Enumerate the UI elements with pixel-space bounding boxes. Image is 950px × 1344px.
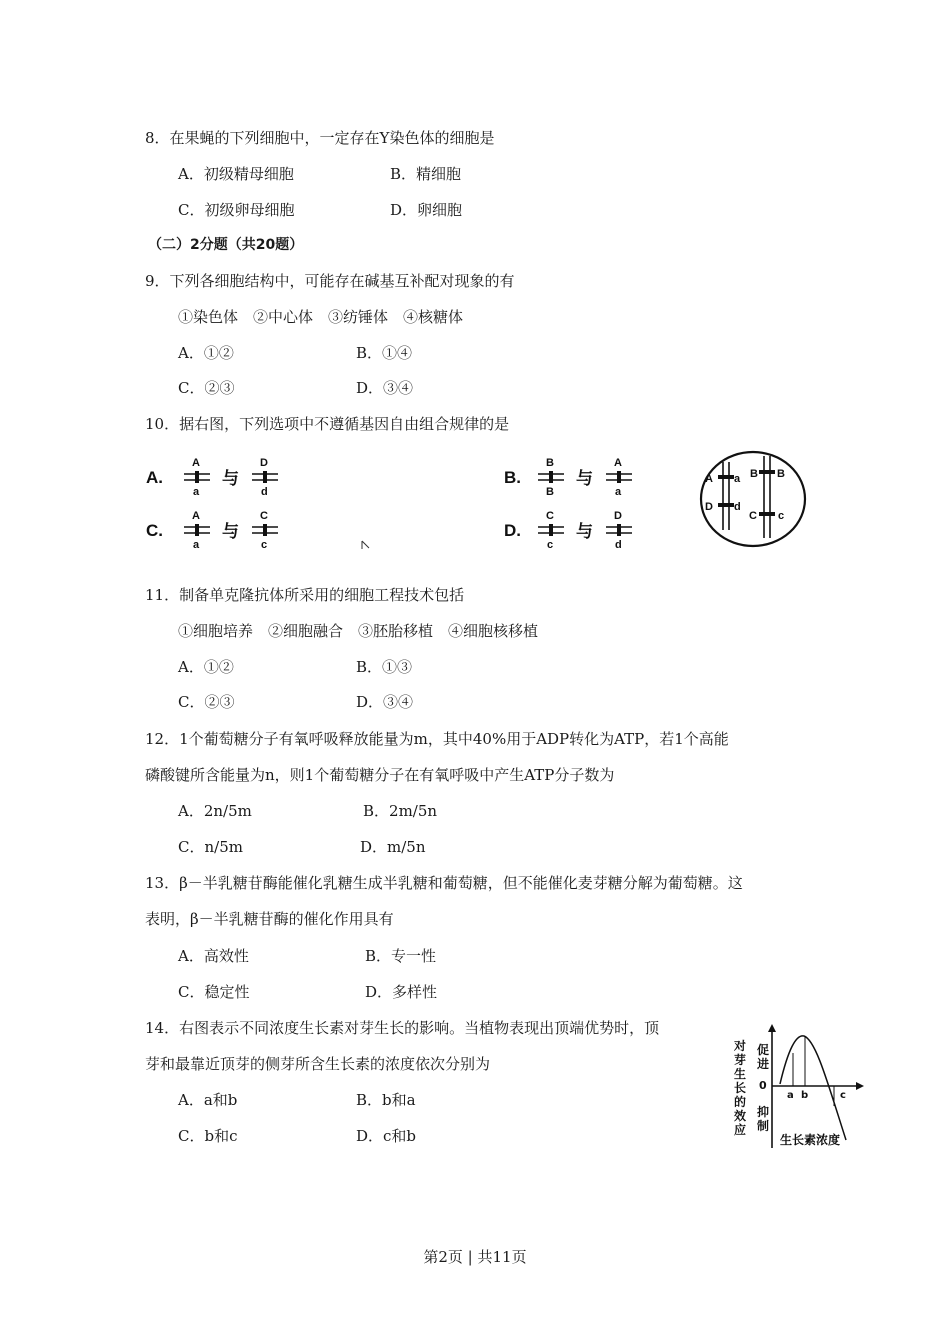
svg-text:c: c xyxy=(778,510,785,522)
svg-text:A: A xyxy=(192,510,200,522)
svg-text:对: 对 xyxy=(734,1039,747,1053)
q10-stem: 10．据右图，下列选项中不遵循基因自由组合规律的是 xyxy=(145,415,510,433)
q10-option-c-label: C. xyxy=(146,521,163,540)
svg-text:a: a xyxy=(615,486,622,498)
q8-option-d: D．卵细胞 xyxy=(390,201,463,219)
q13-stem-line1: 13．β－半乳糖苷酶能催化乳糖生成半乳糖和葡萄糖，但不能催化麦芽糖分解为葡萄糖。这 xyxy=(145,874,743,892)
svg-text:c: c xyxy=(261,539,268,551)
q14-inhibit-label xyxy=(757,1104,769,1133)
svg-text:B: B xyxy=(546,457,554,469)
q11-option-d: D．③④ xyxy=(356,693,414,711)
q9-stem: 9．下列各细胞结构中，可能存在碱基互补配对现象的有 xyxy=(145,272,515,290)
q13-stem-line2: 表明，β－半乳糖苷酶的催化作用具有 xyxy=(145,910,394,928)
q14-response-curve xyxy=(780,1036,846,1140)
q9-option-a: A．①② xyxy=(178,344,234,362)
svg-text:A: A xyxy=(614,457,622,469)
q14-mark-c: c xyxy=(840,1090,846,1101)
q10-option-a-label: A. xyxy=(146,468,163,487)
q11-items: ①细胞培养 ②细胞融合 ③胚胎移植 ④细胞核移植 xyxy=(178,622,539,640)
svg-text:抑: 抑 xyxy=(757,1105,770,1119)
q9-option-b: B．①④ xyxy=(356,344,413,362)
svg-text:A: A xyxy=(192,457,200,469)
q10-option-a-right-chromosome xyxy=(252,457,278,498)
q13-option-d: D．多样性 xyxy=(365,983,438,1001)
svg-text:D: D xyxy=(260,457,268,469)
q10-cell-diagram xyxy=(701,452,805,546)
q12-option-b: B．2m/5n xyxy=(363,802,438,820)
svg-text:B: B xyxy=(750,468,758,480)
q10-option-b-left-chromosome xyxy=(538,457,564,498)
q10-option-d-right-chromosome xyxy=(606,510,632,551)
q14-option-c: C．b和c xyxy=(178,1127,238,1145)
q12-option-a: A．2n/5m xyxy=(178,802,252,820)
q8-option-b: B．精细胞 xyxy=(390,165,462,183)
q13-option-b: B．专一性 xyxy=(365,947,437,965)
q10-option-c-yu: 与 xyxy=(222,522,239,541)
q10-option-c-right-chromosome xyxy=(252,510,278,551)
q10-option-d-label: D. xyxy=(504,521,521,540)
svg-text:a: a xyxy=(193,539,200,551)
svg-text:d: d xyxy=(615,539,622,551)
q14-mark-b: b xyxy=(801,1090,809,1101)
q8-option-c: C．初级卵母细胞 xyxy=(178,201,295,219)
q10-option-b-right-chromosome xyxy=(606,457,632,498)
svg-text:C: C xyxy=(749,510,757,522)
svg-text:a: a xyxy=(193,486,200,498)
q14-zero-label: 0 xyxy=(759,1079,767,1092)
q14-x-arrow xyxy=(856,1082,864,1090)
svg-text:芽: 芽 xyxy=(734,1053,747,1067)
q12-option-d: D．m/5n xyxy=(360,838,426,856)
q11-option-b: B．①③ xyxy=(356,658,413,676)
q13-option-a: A．高效性 xyxy=(178,947,249,965)
q13-option-c: C．稳定性 xyxy=(178,983,250,1001)
svg-text:d: d xyxy=(734,501,741,513)
q10-option-d-left-chromosome xyxy=(538,510,564,551)
q14-option-d: D．c和b xyxy=(356,1127,417,1145)
svg-text:D: D xyxy=(705,501,713,513)
q11-option-c: C．②③ xyxy=(178,693,235,711)
svg-text:d: d xyxy=(261,486,268,498)
q14-stem-line1: 14．右图表示不同浓度生长素对芽生长的影响。当植物表现出顶端优势时，顶 xyxy=(145,1019,660,1037)
q10-gene-figure xyxy=(140,448,820,558)
svg-text:B: B xyxy=(777,468,785,480)
q14-y-arrow xyxy=(768,1024,776,1032)
q9-option-c: C．②③ xyxy=(178,379,235,397)
q10-option-b-yu: 与 xyxy=(576,469,593,488)
q10-option-b-label: B. xyxy=(504,468,521,487)
svg-text:生: 生 xyxy=(734,1067,747,1081)
svg-text:的: 的 xyxy=(734,1095,747,1109)
q14-option-b: B．b和a xyxy=(356,1091,416,1109)
q14-promote-label xyxy=(756,1042,769,1071)
svg-text:效: 效 xyxy=(734,1109,747,1123)
svg-text:应: 应 xyxy=(734,1123,747,1137)
q8-option-a: A．初级精母细胞 xyxy=(178,165,294,183)
q10-option-a-yu: 与 xyxy=(222,469,239,488)
svg-text:进: 进 xyxy=(757,1057,770,1071)
svg-text:制: 制 xyxy=(757,1119,770,1133)
q11-stem: 11．制备单克隆抗体所采用的细胞工程技术包括 xyxy=(145,586,465,604)
q14-option-a: A．a和b xyxy=(178,1091,238,1109)
svg-text:促: 促 xyxy=(757,1043,770,1057)
q9-option-d: D．③④ xyxy=(356,379,414,397)
svg-text:C: C xyxy=(546,510,554,522)
svg-text:a: a xyxy=(734,473,741,485)
page-footer: 第2页 | 共11页 xyxy=(423,1248,527,1266)
svg-text:长: 长 xyxy=(734,1081,747,1095)
section-heading: （二）2分题（共20题） xyxy=(148,237,304,253)
q12-stem-line2: 磷酸键所含能量为n，则1个葡萄糖分子在有氧呼吸中产生ATP分子数为 xyxy=(145,766,615,784)
svg-text:C: C xyxy=(260,510,268,522)
q14-ylabel xyxy=(733,1038,746,1137)
q14-mark-a: a xyxy=(787,1090,794,1101)
cursor-mark xyxy=(362,541,369,549)
svg-text:c: c xyxy=(547,539,554,551)
q14-xlabel: 生长素浓度 xyxy=(780,1133,841,1147)
q10-option-a-left-chromosome xyxy=(184,457,210,498)
q10-option-d-yu: 与 xyxy=(576,522,593,541)
q10-option-c-left-chromosome xyxy=(184,510,210,551)
q11-option-a: A．①② xyxy=(178,658,234,676)
q12-stem-line1: 12．1个葡萄糖分子有氧呼吸释放能量为m，其中40%用于ADP转化为ATP，若1个高能 xyxy=(145,730,729,748)
q14-auxin-graph xyxy=(730,1020,870,1150)
q12-option-c: C．n/5m xyxy=(178,838,243,856)
svg-text:D: D xyxy=(614,510,622,522)
q9-items: ①染色体 ②中心体 ③纺锤体 ④核糖体 xyxy=(178,308,464,326)
svg-text:B: B xyxy=(546,486,554,498)
svg-text:A: A xyxy=(705,473,713,485)
q14-stem-line2: 芽和最靠近顶芽的侧芽所含生长素的浓度依次分别为 xyxy=(145,1055,491,1073)
q8-stem: 8．在果蝇的下列细胞中，一定存在Y染色体的细胞是 xyxy=(145,129,495,147)
